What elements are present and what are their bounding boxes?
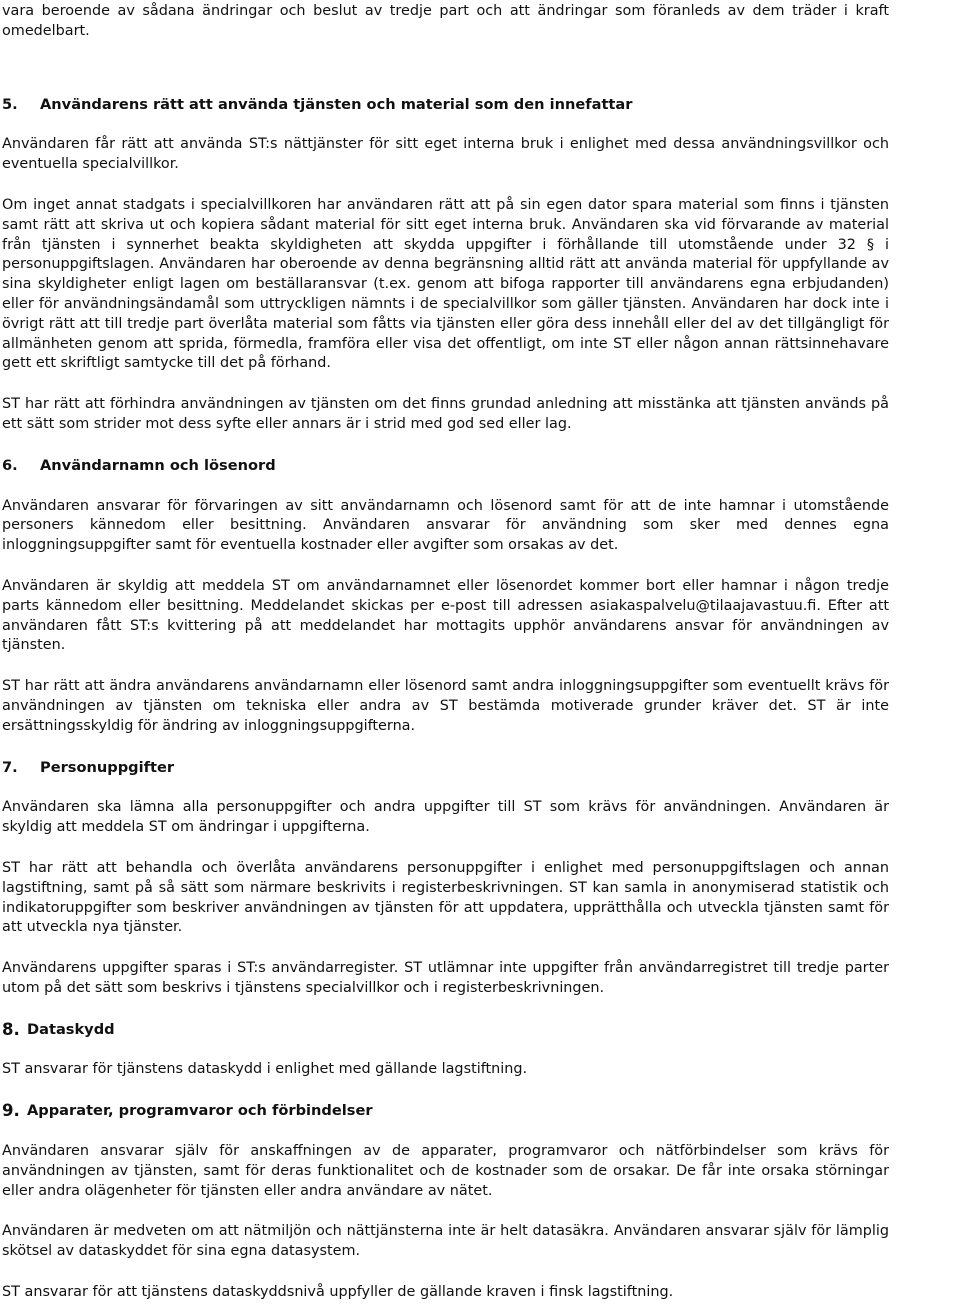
paragraph: ST ansvarar för att tjänstens dataskyddsnivå uppfyller de gällande kraven i finsk lagstiftning. bbox=[2, 1284, 674, 1301]
section-title: Användarens rätt att använda tjänsten och material som den innefattar bbox=[40, 95, 633, 113]
section-heading bbox=[2, 1020, 889, 1040]
section-5 bbox=[2, 95, 889, 435]
section-heading bbox=[2, 758, 889, 778]
section-8 bbox=[2, 1020, 889, 1081]
section-7 bbox=[2, 758, 889, 999]
paragraph: Användaren ansvarar för förvaringen av sitt användarnamn och lösenord samt för att de inte hamnar i utomstående personers kännedom eller besittning. Användaren ansvarar för användning som sker med dennes egna inloggningsuppgifter samt för eventuella kostnader eller avgifter som orsakas av det. bbox=[2, 497, 889, 554]
section-number: 8. bbox=[2, 1019, 20, 1039]
paragraph: Användarens uppgifter sparas i ST:s användarregister. ST utlämnar inte uppgifter från användarregistret till tredje parter utom på det sätt som beskrivs i tjänstens specialvillkor och i registerbeskrivningen. bbox=[2, 960, 889, 996]
section-title: Apparater, programvaror och förbindelser bbox=[27, 1102, 373, 1120]
section-heading bbox=[2, 456, 889, 476]
section-number: 5. bbox=[2, 95, 18, 113]
section-number: 6. bbox=[2, 456, 18, 474]
section-title: Användarnamn och lösenord bbox=[40, 456, 276, 474]
section-heading bbox=[2, 95, 889, 115]
section-6 bbox=[2, 456, 889, 737]
section-heading bbox=[2, 1101, 889, 1121]
paragraph: Användaren är skyldig att meddela ST om användarnamnet eller lösenordet kommer bort eller hamnar i någon tredje parts kännedom eller besittning. Meddelandet skickas per e-post till adressen asiakaspalvelu@tilaajavastuu.fi. Efter att användaren fått ST:s kvittering på att meddelandet har mottagits upphör användarens ansvar för användningen av tjänsten. bbox=[2, 577, 889, 654]
paragraph: ST har rätt att förhindra användningen av tjänsten om det finns grundad anledning att misstänka att tjänsten används på ett sätt som strider mot dess syfte eller annars är i strid med god sed eller lag. bbox=[2, 396, 889, 432]
document-page bbox=[2, 2, 889, 1303]
section-9 bbox=[2, 1101, 889, 1303]
paragraph: ST har rätt att behandla och överlåta användarens personuppgifter i enlighet med personuppgiftslagen och annan lagstiftning, samt på så sätt som närmare beskrivits i registerbeskrivningen. ST kan samla in anonymiserad statistik och indikatoruppgifter som beskriver användningen av tjänsten för att uppdatera, upprätthålla och utveckla tjänsten samt för att utveckla nya tjänster. bbox=[2, 859, 889, 936]
section-title: Dataskydd bbox=[27, 1020, 115, 1038]
paragraph: Användaren ansvarar själv för anskaffningen av de apparater, programvaror och nätförbindelser som krävs för användningen av tjänsten, samt för deras funktionalitet och de kostnader som de orsakar. De får inte orsaka störningar eller andra olägenheter för tjänsten eller andra användare av nätet. bbox=[2, 1143, 889, 1199]
section-number: 7. bbox=[2, 758, 18, 776]
intro-paragraph: vara beroende av sådana ändringar och beslut av tredje part och att ändringar som föranleds av dem träder i kraft omedelbart. bbox=[2, 3, 889, 39]
paragraph: Om inget annat stadgats i specialvillkoren har användaren rätt att på sin egen dator spara material som finns i tjänsten samt rätt att skriva ut och kopiera sådant material för sitt eget interna bruk. Användaren ska vid förvarande av material från tjänsten i synnerhet beakta skyldigheten att skydda uppgifter i förhållande till utomstående under 32 § i personuppgiftslagen. Användaren har oberoende av denna begränsning alltid rätt att använda material för uppfyllande av sina skyldigheter enligt lagen om beställaransvar (t.ex. genom att bifoga rapporter till användarens egna erbjudanden) eller för användningsändamål som uttryckligen nämnts i de specialvillkor som gäller tjänsten. Användaren har dock inte i övrigt rätt att till tredje part överlåta material som fåtts via tjänsten eller göra dess innehåll eller del av det tillgängligt för allmänheten genom att sprida, förmedla, framföra eller visa det offentligt, om inte ST eller någon annan rättsinnehavare gett ett skriftligt samtycke till det på förhand. bbox=[2, 196, 889, 372]
section-number: 9. bbox=[2, 1101, 20, 1121]
paragraph: Användaren ska lämna alla personuppgifter och andra uppgifter till ST som krävs för användningen. Användaren är skyldig att meddela ST om ändringar i uppgifterna. bbox=[2, 799, 889, 836]
section-title: Personuppgifter bbox=[40, 758, 175, 776]
paragraph: Användaren är medveten om att nätmiljön och nättjänsterna inte är helt datasäkra. Användaren ansvarar själv för lämplig skötsel av dataskyddet för sina egna datasystem. bbox=[2, 1223, 889, 1260]
paragraph: ST ansvarar för tjänstens dataskydd i enlighet med gällande lagstiftning. bbox=[2, 1061, 528, 1078]
paragraph: ST har rätt att ändra användarens användarnamn eller lösenord samt andra inloggningsuppgifter som eventuellt krävs för användningen av tjänsten om tekniska eller andra av ST bestämda motiverade grunder kräver det. ST är inte ersättningsskyldig för ändring av inloggningsuppgifterna. bbox=[2, 678, 889, 734]
paragraph: Användaren får rätt att använda ST:s nättjänster för sitt eget interna bruk i enlighet med dessa användningsvillkor och eventuella specialvillkor. bbox=[2, 136, 889, 173]
